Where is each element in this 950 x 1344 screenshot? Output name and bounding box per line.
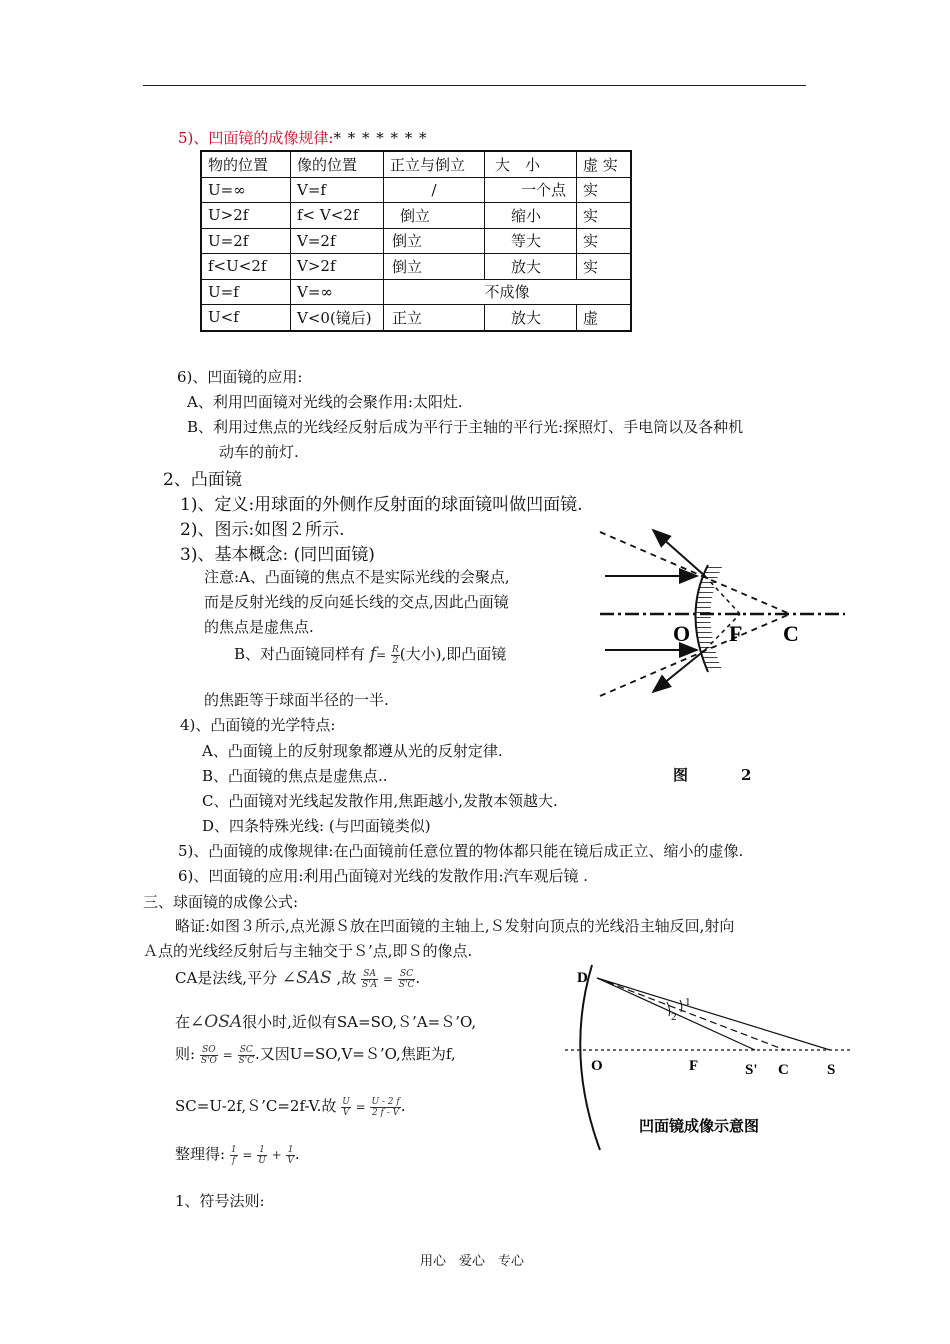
table-cell: V=∞ <box>291 279 384 305</box>
table-cell: 实 <box>577 254 632 280</box>
table-cell: U=f <box>201 279 291 305</box>
table-cell: V=2f <box>291 228 384 254</box>
table-cell: U>2f <box>201 203 291 229</box>
fraction: $\frac{1}{U}$ <box>258 1144 266 1166</box>
convex-definition: 1)、定义:用球面的外侧作反射面的球面镜叫做凹面镜. <box>180 495 583 515</box>
figure3-concave-diagram <box>555 960 855 1155</box>
table-cell: 缩小 <box>485 203 577 229</box>
ray-d-s <box>597 978 830 1050</box>
label-f: F <box>689 1058 699 1074</box>
table-row <box>201 203 631 229</box>
label-f: F <box>729 621 743 646</box>
table-cell: 虚 <box>577 305 632 331</box>
label-c: C <box>778 1062 789 1078</box>
mirror-hatching <box>696 565 724 672</box>
table-header: 正立与倒立 <box>384 151 485 177</box>
formula-line1: CA是法线,平分 ∠SAS ,故 $\frac{SA}{S'A}$ = $\frac{SC}{S'C}$ . <box>175 968 421 990</box>
page-footer: 用心 爱心 专心 <box>420 1254 525 1269</box>
convex-title: 2、凸面镜 <box>163 470 242 490</box>
table-cell: 一个点 <box>485 177 577 203</box>
table-cell: U=∞ <box>201 177 291 203</box>
fraction: $\frac{SA}{S'A}$ <box>362 968 378 990</box>
formula-line3: 则: $\frac{SO}{S'O}$ = $\frac{SC}{S'C}$ .又因U=SO,V=Ｓ’O,焦距为f, <box>175 1044 456 1066</box>
section5-heading: 5)、凹面镜的成像规律:* * * * * * * <box>178 129 428 147</box>
convex-figure-ref: 2)、图示:如图２所示. <box>180 520 345 540</box>
fraction: $\frac{SC}{S'C}$ <box>398 968 415 990</box>
table-cell: 放大 <box>485 305 577 331</box>
sign-rule-heading: 1、符号法则: <box>175 1192 265 1210</box>
label-c: C <box>783 621 799 646</box>
note-a-line2: 而是反射光线的反向延长线的交点,因此凸面镜 <box>204 593 509 611</box>
extension-top-outer <box>600 532 790 614</box>
angle-arc-2 <box>667 1002 670 1016</box>
convex-app6: 6)、凹面镜的应用:利用凸面镜对光线的发散作用:汽车观后镜 . <box>178 867 589 885</box>
formula-line5: 整理得: $\frac{1}{f}$ = $\frac{1}{U}$ + $\frac{1}{V}$ . <box>175 1144 300 1166</box>
table-cell: V<0(镜后) <box>291 305 384 331</box>
formula-line4: SC=U-2f,Ｓ’C=2f-V.故 $\frac{U}{V}$ = $\frac{U - 2 f}{2 f - V}$ . <box>175 1096 406 1118</box>
fraction: $\frac{1}{f}$ <box>230 1144 237 1166</box>
table-cell: f<U<2f <box>201 254 291 280</box>
note-a-line3: 的焦点是虚焦点. <box>204 618 314 636</box>
table-row <box>201 177 631 203</box>
table-cell: 等大 <box>485 228 577 254</box>
reflected-ray-top <box>653 530 705 576</box>
table-cell: 放大 <box>485 254 577 280</box>
section6-heading: 6)、凹面镜的应用: <box>177 368 303 386</box>
fraction: $\frac{U}{V}$ <box>342 1096 350 1118</box>
table-row <box>201 228 631 254</box>
angle-label-1: 1 <box>685 996 691 1008</box>
fraction-r-over-2: $\frac{R}{2}$ <box>391 644 399 666</box>
table-row <box>201 305 631 331</box>
note-b-line2: 的焦距等于球面半径的一半. <box>204 691 389 709</box>
figure3-caption: 凹面镜成像示意图 <box>639 1117 760 1135</box>
convex-rule5: 5)、凸面镜的成像规律:在凸面镜前任意位置的物体都只能在镜后成正立、缩小的虚像. <box>178 842 744 860</box>
table-cell: 倒立 <box>384 254 485 280</box>
table-cell: V=f <box>291 177 384 203</box>
formula-proof-line1: 略证:如图３所示,点光源Ｓ放在凹面镜的主轴上,Ｓ发射向顶点的光线沿主轴反回,射向 <box>175 917 735 935</box>
table-header: 虚 实 <box>577 151 632 177</box>
optical-a: A、凸面镜上的反射现象都遵从光的反射定律. <box>202 742 503 760</box>
fraction: $\frac{1}{V}$ <box>287 1144 294 1166</box>
optical-d: D、四条特殊光线: (与凹面镜类似) <box>202 817 431 835</box>
formula-title: 三、球面镜的成像公式: <box>143 893 299 911</box>
note-b-line1: B、对凸面镜同样有 f= $\frac{R}{2}$ (大小),即凸面镜 <box>234 644 507 666</box>
table-cell: 实 <box>577 228 632 254</box>
table-header: 物的位置 <box>201 151 291 177</box>
header-rule <box>143 85 806 86</box>
table-cell: 不成像 <box>384 279 632 305</box>
table-cell: 倒立 <box>384 203 485 229</box>
fraction: $\frac{SC}{S'C}$ <box>238 1044 255 1066</box>
table-row <box>201 279 631 305</box>
optical-c: C、凸面镜对光线起发散作用,焦距越小,发散本领越大. <box>202 792 558 810</box>
table-header: 像的位置 <box>291 151 384 177</box>
label-o: O <box>673 621 691 646</box>
table-cell: 正立 <box>384 305 485 331</box>
optical-heading: 4)、凸面镜的光学特点: <box>180 716 336 734</box>
table-cell: 实 <box>577 203 632 229</box>
note-a-line1: 注意:A、凸面镜的焦点不是实际光线的会聚点, <box>204 568 510 586</box>
label-s-prime: S' <box>745 1062 758 1078</box>
table-row <box>201 254 631 280</box>
table-cell: U=2f <box>201 228 291 254</box>
fraction: $\frac{U - 2 f}{2 f - V}$ <box>371 1096 400 1118</box>
formula-line2: 在∠OSA很小时,近似有SA=SO,Ｓ’A=Ｓ’O, <box>175 1012 477 1032</box>
figure2-convex-diagram <box>595 520 850 700</box>
figure2-caption: 图 2 <box>673 766 752 784</box>
fraction: $\frac{SO}{S'O}$ <box>200 1044 217 1066</box>
table-cell: 实 <box>577 177 632 203</box>
reflected-ray-bottom <box>653 650 705 692</box>
table-cell: V>2f <box>291 254 384 280</box>
formula-proof-line2: Ａ点的光线经反射后与主轴交于Ｓ’点,即Ｓ的像点. <box>143 942 473 960</box>
table-cell: f< V<2f <box>291 203 384 229</box>
ray-d-c <box>597 978 785 1050</box>
table-cell: / <box>384 177 485 203</box>
convex-concept: 3)、基本概念: (同凹面镜) <box>180 545 375 565</box>
section6-item-b-cont: 动车的前灯. <box>219 443 299 461</box>
table-header-row <box>201 151 631 177</box>
optical-b: B、凸面镜的焦点是虚焦点.. <box>202 767 388 785</box>
table-header: 大 小 <box>485 151 577 177</box>
angle-label-2: 2 <box>671 1011 677 1023</box>
section6-item-b: B、利用过焦点的光线经反射后成为平行于主轴的平行光:探照灯、手电筒以及各种机 <box>187 418 744 436</box>
imaging-rules-table <box>200 150 632 332</box>
label-o: O <box>591 1058 603 1074</box>
table-cell: U<f <box>201 305 291 331</box>
label-s: S <box>827 1062 836 1078</box>
label-d: D <box>577 970 588 986</box>
table-cell: 倒立 <box>384 228 485 254</box>
section6-item-a: A、利用凹面镜对光线的会聚作用:太阳灶. <box>187 393 463 411</box>
